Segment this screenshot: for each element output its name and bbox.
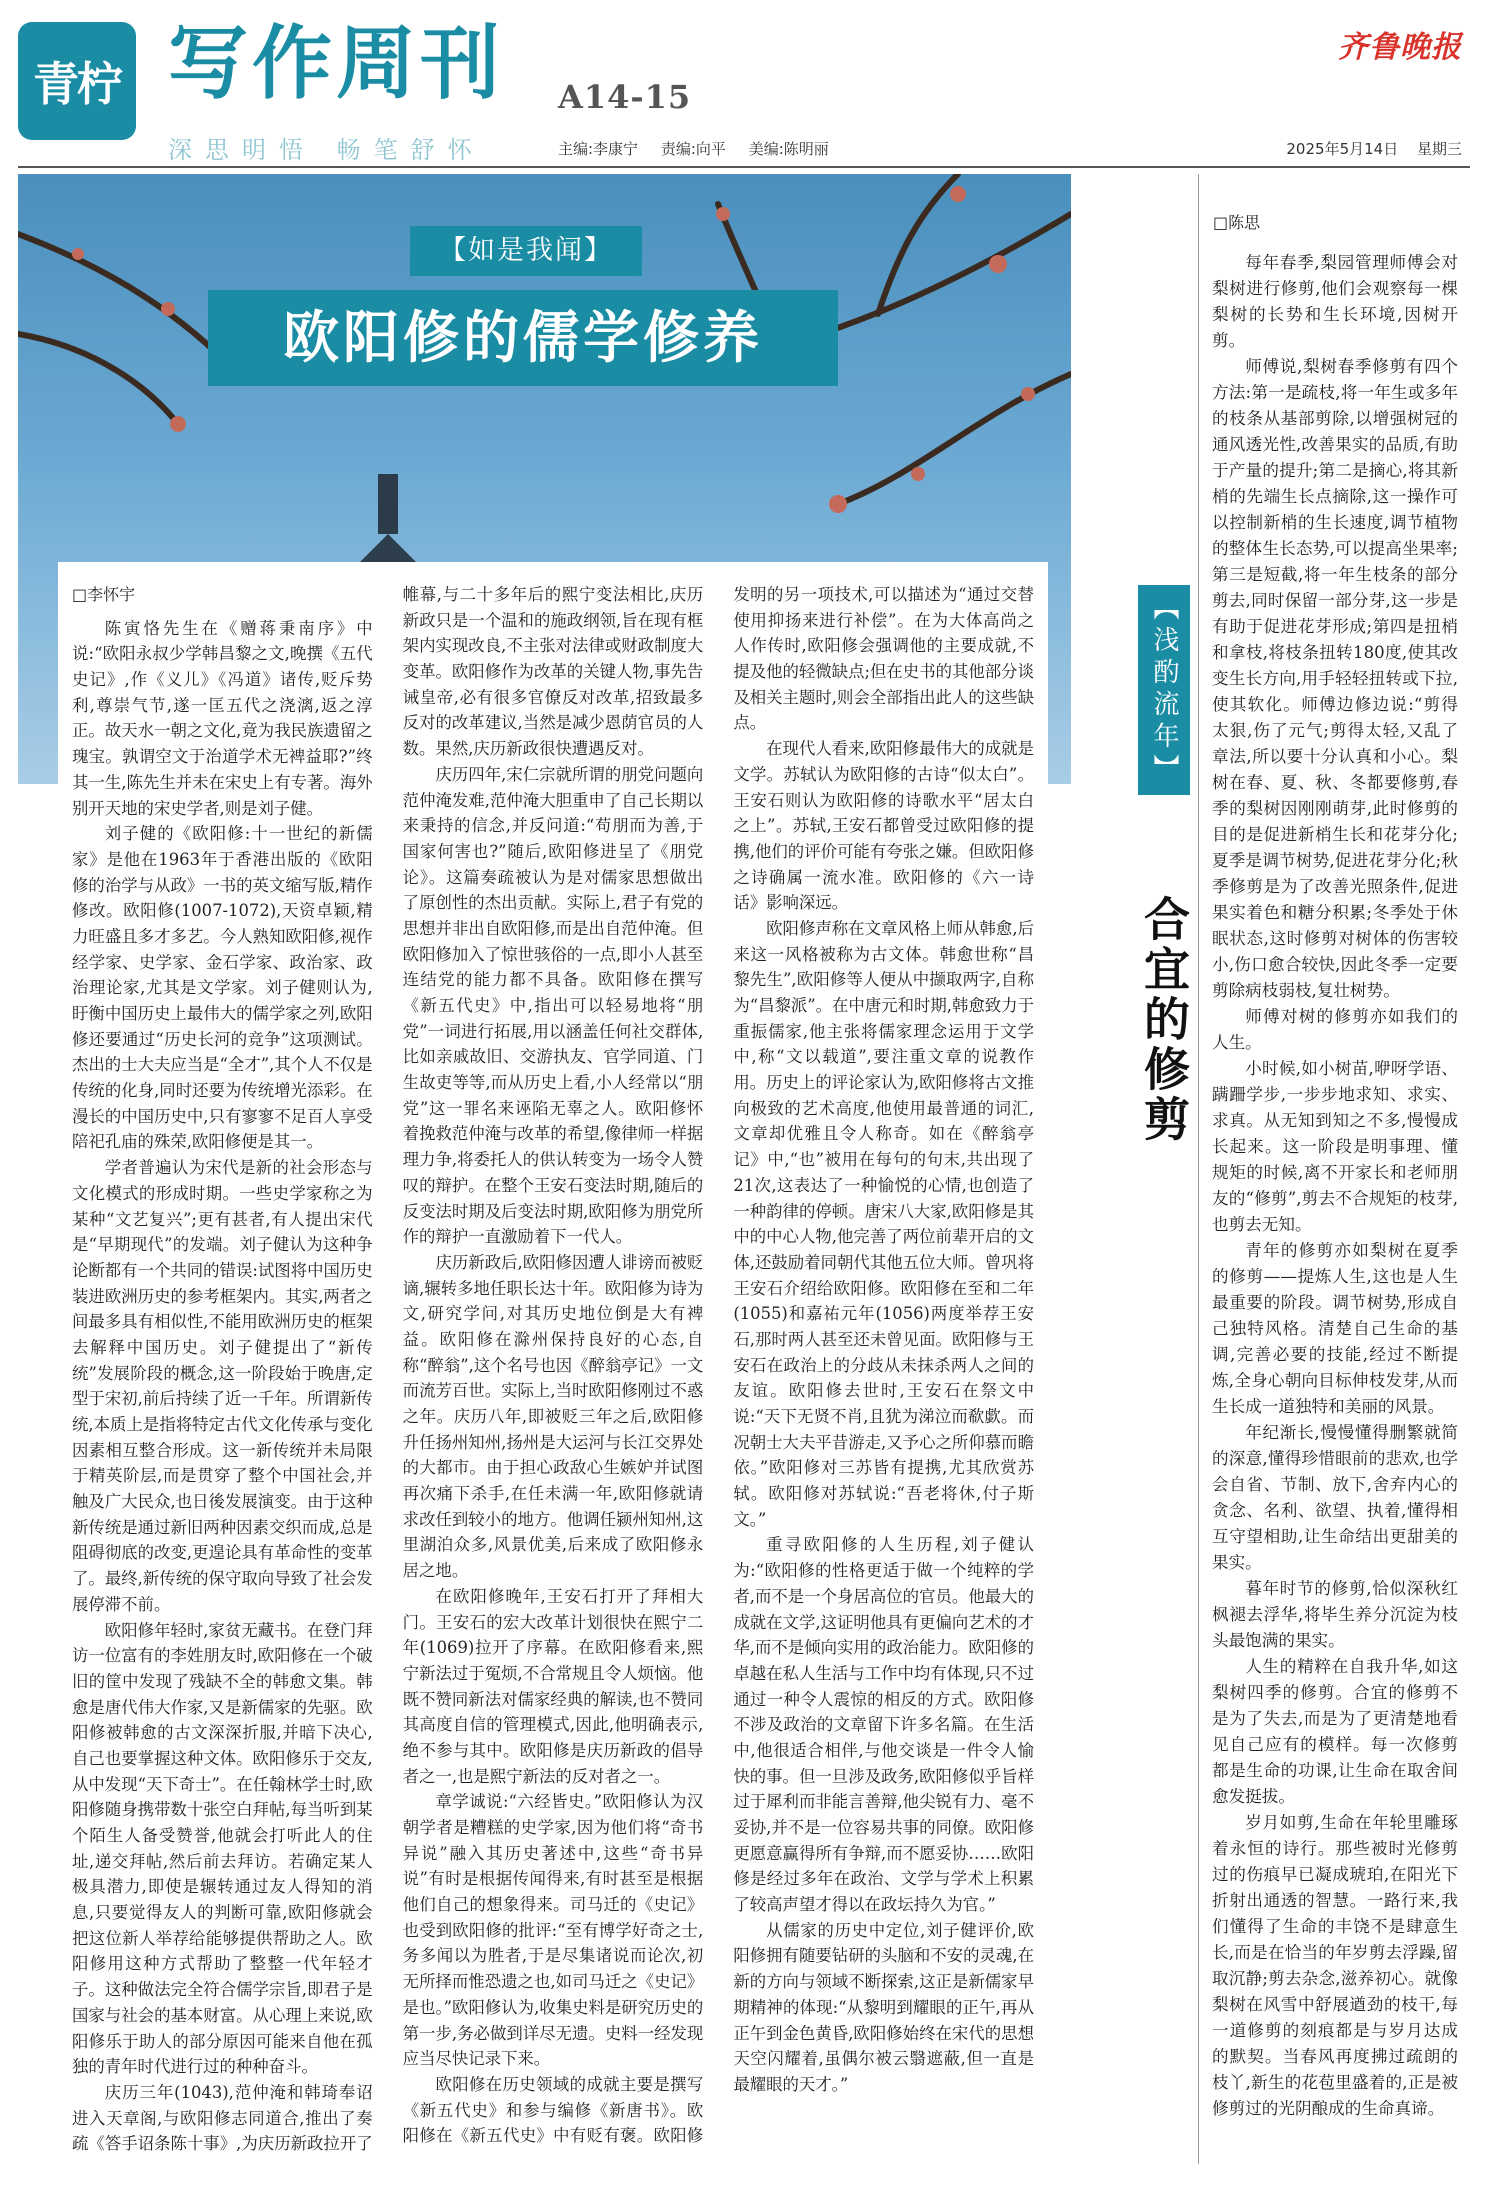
article-paragraph: 庆历三年(1043),范仲淹和韩琦奉诏进入天章阁,与欧阳修志同道合,推出了奏疏《答手诏条陈十事》,为庆历新政拉开了帷幕,与二十多年后的熙宁变法相比,庆历新政只是一个温和的施政纲领,旨在现有框架内实现改良,不主张对法律或财政制度大变革。欧阳修作为改革的关键人物,事先告诫皇帝,必有很多官僚反对改革,招致最多反对的改革建议,当然是减少恩荫官员的人数。果然,庆历新政很快遭遇反对。 bbox=[72, 585, 704, 2154]
essay-paragraph: 师傅说,梨树春季修剪有四个方法:第一是疏枝,将一年生或多年的枝条从基部剪除,以增强树冠的通风透光性,改善果实的品质,有助于产量的提升;第二是摘心,将其新梢的先端生长点摘除,这一操作可以控制新梢的生长速度,调节植物的整体生长态势,可以提高坐果率;第三是短截,将一年生枝条的部分剪去,同时保留一部分芽,这一步是有助于促进花芽形成;第四是扭梢和拿枝,将枝条扭转180度,使其改变生长方向,用手轻轻扭转或下拉,使其软化。师傅边修边说:“剪得太狠,伤了元气;剪得太轻,又乱了章法,所以要十分认真和小心。梨树在春、夏、秋、冬都要修剪,春季的梨树因刚刚萌芽,此时修剪的目的是促进新梢生长和花芽分化;夏季是调节树势,促进花芽分化;秋季修剪是为了改善光照条件,促进果实着色和糖分积累;冬季处于休眠状态,这时修剪对树体的伤害较小,伤口愈合较快,因此冬季一定要剪除病枝弱枝,复壮树势。 bbox=[1212, 357, 1458, 1000]
article-paragraph: 章学诚说:“六经皆史。”欧阳修认为汉朝学者是糟糕的史学家,因为他们将“奇书异说”融入其历史著述中,这些“奇书异说”有时是根据传闻得来,有时甚至是根据他们自己的想象得来。司马迁的《史记》也受到欧阳修的批评:“至有博学好奇之士,务多闻以为胜者,于是尽集诸说而论次,初无所择而惟恐遗之也,如司马迁之《史记》是也。”欧阳修认为,收集史料是研究历史的第一步,务必做到详尽无遗。史料一经发现应当尽快记录下来。 bbox=[402, 1792, 704, 2069]
main-article bbox=[58, 562, 1048, 2167]
newspaper-brand: 齐鲁晚报 bbox=[1338, 30, 1462, 65]
essay-paragraph: 小时候,如小树苗,咿呀学语、蹒跚学步,一步步地求知、求实、求真。从无知到知之不多,慢慢成长起来。这一阶段是明事理、懂规矩的时候,离不开家长和老师朋友的“修剪”,剪去不合规矩的枝芽,也剪去无知。 bbox=[1212, 1059, 1458, 1234]
article-paragraph: 重寻欧阳修的人生历程,刘子健认为:“欧阳修的性格更适于做一个纯粹的学者,而不是一个身居高位的官员。他最大的成就在文学,这证明他具有更偏向艺术的才华,而不是倾向实用的政治能力。欧阳修的卓越在私人生活与工作中均有体现,只不过通过一种令人震惊的相反的方式。欧阳修不涉及政治的文章留下许多名篇。在生活中,他很适合相伴,与他交谈是一件令人愉快的事。但一旦涉及政务,欧阳修似乎旨样过于犀利而非能言善辩,他尖锐有力、毫不妥协,并不是一位容易共事的同僚。欧阳修更愿意赢得所有争辩,而不愿妥协……欧阳修是经过多年在政治、文学与学术上积累了较高声望才得以在政坛持久为官。” bbox=[733, 1535, 1034, 1915]
masthead-rule bbox=[18, 166, 1470, 168]
essay-paragraph: 暮年时节的修剪,恰似深秋红枫褪去浮华,将毕生养分沉淀为枝头最饱满的果实。 bbox=[1212, 1579, 1458, 1650]
art-editor-credit: 美编:陈明丽 bbox=[748, 140, 829, 158]
essay-paragraph: 青年的修剪亦如梨树在夏季的修剪——提炼人生,这也是人生最重要的阶段。调节树势,形成自己独特风格。清楚自己生命的基调,完善必要的技能,经过不断提炼,全身心朝向目标伸枝发芽,从而生长成一道独特和美丽的风景。 bbox=[1212, 1241, 1458, 1416]
article-headline: 欧阳修的儒学修养 bbox=[208, 290, 838, 386]
column-divider bbox=[1198, 174, 1199, 2164]
article-paragraph: 庆历新政后,欧阳修因遭人诽谤而被贬谪,辗转多地任职长达十年。欧阳修为诗为文,研究学问,对其历史地位倒是大有裨益。欧阳修在滁州保持良好的心态,自称“醉翁”,这个名号也因《醉翁亭记》一文而流芳百世。实际上,当时欧阳修刚过不惑之年。庆历八年,即被贬三年之后,欧阳修升任扬州知州,扬州是大运河与长江交界处的大都市。由于担心政敌心生嫉妒并试图再次痛下杀手,在任未满一年,欧阳修就请求改任到较小的地方。他调任颍州知州,这里湖泊众多,风景优美,后来成了欧阳修永居之地。 bbox=[402, 1252, 704, 1581]
qingning-logo: 青柠 bbox=[18, 22, 136, 140]
essay-paragraph: 每年春季,梨园管理师傅会对梨树进行修剪,他们会观察每一棵梨树的长势和生长环境,因树开剪。 bbox=[1212, 253, 1458, 350]
article-kicker: 【如是我闻】 bbox=[410, 226, 642, 276]
main-article-byline: □李怀宇 bbox=[72, 585, 136, 604]
article-paragraph: 学者普遍认为宋代是新的社会形态与文化模式的形成时期。一些史学家称之为某种“文艺复兴”;更有甚者,有人提出宋代是“早期现代”的发端。刘子健认为这种争论断都有一个共同的错误:试图将中国历史装进欧洲历史的参考框架内。其实,两者之间最多具有相似性,不能用欧洲历史的框架去解释中国历史。刘子健提出了“新传统”发展阶段的概念,这一阶段始于晚唐,定型于宋初,前后持续了近一千年。所谓新传统,本质上是指将特定古代文化传承与变化因素相互整合形成。这一新传统并未局限于精英阶层,而是贯穿了整个中国社会,并触及广大民众,也日後发展演变。由于这种新传统是通过新旧两种因素交织而成,总是阻碍彻底的改变,更遑论具有革命性的变革了。最终,新传统的保守取向导致了社会发展停滞不前。 bbox=[72, 1158, 373, 1614]
essay-byline: □陈思 bbox=[1213, 213, 1261, 232]
article-paragraph: 庆历四年,宋仁宗就所谓的朋党问题向范仲淹发难,范仲淹大胆重申了自己长期以来秉持的信念,并反问道:“苟朋而为善,于国家何害也?”随后,欧阳修进呈了《朋党论》。这篇奏疏被认为是对儒家思想做出了原创性的杰出贡献。实际上,君子有党的思想并非出自欧阳修,而是出自范仲淹。但欧阳修加入了惊世骇俗的一点,即小人甚至连结党的能力都不具备。欧阳修在撰写《新五代史》中,指出可以轻易地将“朋党”一词进行拓展,用以涵盖任何社交群体,比如亲戚故旧、交游执友、官学同道、门生故吏等等,而从历史上看,小人经常以“朋党”这一罪名来诬陷无辜之人。欧阳修怀着挽救范仲淹与改革的希望,像律师一样据理力争,将委托人的供认转变为一场令人赞叹的辩护。在整个王安石变法时期,随后的反变法时期及后变法时期,欧阳修为朋党所作的辩护一直激励着下一代人。 bbox=[402, 764, 704, 1247]
section-slogan: 深思明悟 畅笔舒怀 bbox=[168, 136, 485, 164]
editor-credit: 主编:李康宁 bbox=[558, 140, 639, 158]
essay-body bbox=[1212, 250, 1458, 2155]
essay-paragraph: 年纪渐长,慢慢懂得删繁就简的深意,懂得珍惜眼前的悲欢,也学会自省、节制、放下,舍弃内心的贪念、名利、欲望、执着,懂得相互守望相助,让生命结出更甜美的果实。 bbox=[1212, 1423, 1458, 1572]
issue-weekday: 星期三 bbox=[1416, 140, 1462, 158]
duty-editor-credit: 责编:向平 bbox=[660, 140, 726, 158]
section-title: 写作周刊 bbox=[168, 16, 504, 110]
main-article-body bbox=[72, 582, 1034, 2157]
editor-credits bbox=[558, 138, 847, 159]
issue-date: 2025年5月14日 bbox=[1286, 140, 1399, 158]
page-code: A14-15 bbox=[558, 78, 692, 116]
column-tag: 【浅酌流年】 bbox=[1138, 585, 1190, 795]
article-paragraph: 陈寅恪先生在《赠蒋秉南序》中说:“欧阳永叔少学韩昌黎之文,晚撰《五代史记》,作《义儿》《冯道》诸传,贬斥势利,尊崇气节,遂一匡五代之浇漓,返之淳正。故天水一朝之文化,竟为我民族遗留之瑰宝。孰谓空文于治道学术无裨益耶?”终其一生,陈先生并未在宋史上有专著。海外别开天地的宋史学者,则是刘子健。 bbox=[72, 618, 373, 818]
article-paragraph: 欧阳修声称在文章风格上师从韩愈,后来这一风格被称为古文体。韩愈世称“昌黎先生”,欧阳修等人便从中撷取两字,自称为“昌黎派”。在中唐元和时期,韩愈致力于重振儒家,他主张将儒家理念运用于文学中,称“文以载道”,要注重文章的说教作用。历史上的评论家认为,欧阳修将古文推向极致的艺术高度,他使用最普通的词汇,文章却优雅且令人称奇。如在《醉翁亭记》中,“也”被用在每句的句末,共出现了21次,这表达了一种愉悦的心情,也创造了一种韵律的停顿。唐宋八大家,欧阳修是其中的中心人物,他完善了两位前辈开启的文体,还鼓励着同朝代其他五位大师。曾巩将王安石介绍给欧阳修。欧阳修在至和二年(1055)和嘉祐元年(1056)两度举荐王安石,那时两人甚至还未曾见面。欧阳修与王安石在政治上的分歧从未抹杀两人之间的友谊。欧阳修去世时,王安石在祭文中说:“天下无贤不肖,且犹为涕泣而欷歔。而况朝士大夫平昔游走,又予心之所仰慕而瞻依。”欧阳修对三苏皆有提携,尤其欣赏苏轼。欧阳修对苏轼说:“吾老将休,付子斯文。” bbox=[733, 918, 1034, 1529]
essay-paragraph: 人生的精粹在自我升华,如这梨树四季的修剪。合宜的修剪不是为了失去,而是为了更清楚地看见自己应有的模样。每一次修剪都是生命的功课,让生命在取舍间愈发挺拔。 bbox=[1212, 1657, 1458, 1806]
essay-title: 合宜的修剪 bbox=[1137, 895, 1191, 1145]
article-paragraph: 在欧阳修晚年,王安石打开了拜相大门。王安石的宏大改革计划很快在熙宁二年(1069)拉开了序幕。在欧阳修看来,熙宁新法过于冤烦,不合常规且令人烦恼。他既不赞同新法对儒家经典的解读,也不赞同其高度自信的管理模式,因此,他明确表示,绝不参与其中。欧阳修是庆历新政的倡导者之一,也是熙宁新法的反对者之一。 bbox=[402, 1586, 704, 1786]
essay-paragraph: 岁月如剪,生命在年轮里雕琢着永恒的诗行。那些被时光修剪过的伤痕早已凝成琥珀,在阳光下折射出通透的智慧。一路行来,我们懂得了生命的丰饶不是肆意生长,而是在恰当的年岁剪去浮躁,留取沉静;剪去杂念,滋养初心。就像梨树在风雪中舒展遒劲的枝干,每一道修剪的刻痕都是与岁月达成的默契。当春风再度拂过疏朗的枝丫,新生的花苞里盛着的,正是被修剪过的光阴酿成的生命真谛。 bbox=[1212, 1813, 1458, 2118]
article-paragraph: 在现代人看来,欧阳修最伟大的成就是文学。苏轼认为欧阳修的古诗“似太白”。王安石则认为欧阳修的诗歌水平“居太白之上”。苏轼,王安石都曾受过欧阳修的提携,他们的评价可能有夸张之嫌。但欧阳修之诗确属一流水准。欧阳修的《六一诗话》影响深远。 bbox=[733, 739, 1034, 913]
article-paragraph: 刘子健的《欧阳修:十一世纪的新儒家》是他在1963年于香港出版的《欧阳修的治学与从政》一书的英文缩写版,精作修改。欧阳修(1007-1072),天资卓颖,精力旺盛且多才多艺。今人熟知欧阳修,视作经学家、史学家、金石学家、政治家、政治理论家,尤其是文学家。刘子健则认为,盱衡中国历史上最伟大的儒学家之列,欧阳修还要通过“历史长河的竞争”这项测试。杰出的士大夫应当是“全才”,其个人不仅是传统的化身,同时还要为传统增光添彩。在漫长的中国历史中,只有寥寥不足百人享受陪祀孔庙的殊荣,欧阳修便是其一。 bbox=[72, 824, 373, 1152]
article-paragraph: 欧阳修在历史领域的成就主要是撰写《新五代史》和参与编修《新唐书》。欧阳修在《新五代史》中有贬有褒。欧阳修发明的另一项技术,可以描述为“通过交替使用抑扬来进行补偿”。在为大体高尚之人作传时,欧阳修会强调他的主要成就,不提及他的轻微缺点;但在史书的其他部分谈及相关主题时,则会全部指出此人的这些缺点。 bbox=[402, 585, 1034, 2146]
dateline bbox=[1272, 138, 1462, 159]
essay-paragraph: 师傅对树的修剪亦如我们的人生。 bbox=[1212, 1007, 1458, 1052]
article-paragraph: 欧阳修年轻时,家贫无藏书。在登门拜访一位富有的李姓朋友时,欧阳修在一个破旧的筐中发现了残缺不全的韩愈文集。韩愈是唐代伟大作家,又是新儒家的先驱。欧阳修被韩愈的古文深深折服,并暗下决心,自己也要掌握这种文体。欧阳修乐于交友,从中发现“天下奇士”。在任翰林学士时,欧阳修随身携带数十张空白拜帖,每当听到某个陌生人备受赞誉,他就会打听此人的住址,递交拜帖,然后前去拜访。若确定某人极具潜力,即使是辗转通过友人得知的消息,只要觉得友人的判断可靠,欧阳修就会把这位新人举荐给能够提供帮助之人。欧阳修用这种方式帮助了整整一代年轻才子。这种做法完全符合儒学宗旨,即君子是国家与社会的基本财富。从心理上来说,欧阳修乐于助人的部分原因可能来自他在孤独的青年时代进行过的种种奋斗。 bbox=[72, 1620, 373, 2077]
article-paragraph: 从儒家的历史中定位,刘子健评价,欧阳修拥有随要钻研的头脑和不安的灵魂,在新的方向与领域不断探索,这正是新儒家早期精神的体现:“从黎明到耀眼的正午,再从正午到金色黄昏,欧阳修始终在宋代的思想天空闪耀着,虽偶尔被云翳遮蔽,但一直是最耀眼的天才。” bbox=[733, 1920, 1034, 2094]
